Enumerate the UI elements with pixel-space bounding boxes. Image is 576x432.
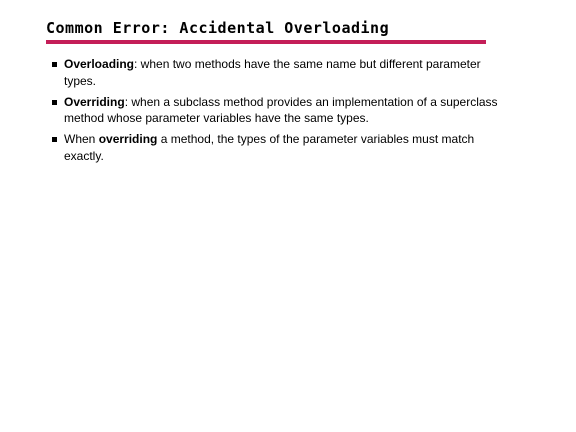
bullet-term: overriding — [98, 132, 158, 146]
bullet-matching-types — [52, 131, 502, 164]
square-bullet-icon — [52, 100, 57, 105]
bullet-prefix: When — [64, 132, 99, 146]
square-bullet-icon — [52, 62, 57, 67]
bullet-overloading — [52, 56, 502, 89]
bullet-term: Overloading — [64, 57, 135, 71]
bullet-text: : when two methods have the same name but different parameter types. — [64, 57, 481, 88]
bullet-list — [52, 56, 502, 169]
title-underline — [46, 40, 486, 44]
bullet-term: Overriding — [64, 94, 125, 109]
bullet-overriding — [52, 94, 502, 127]
bullet-text: a method, the types of the parameter variables must match exactly. — [64, 132, 475, 163]
bullet-text: : when a subclass method provides an implementation of a superclass method whose parameter variables have the same types. — [64, 94, 498, 125]
slide-title: Common Error: Accidental Overloading — [46, 19, 390, 37]
square-bullet-icon — [52, 137, 57, 142]
